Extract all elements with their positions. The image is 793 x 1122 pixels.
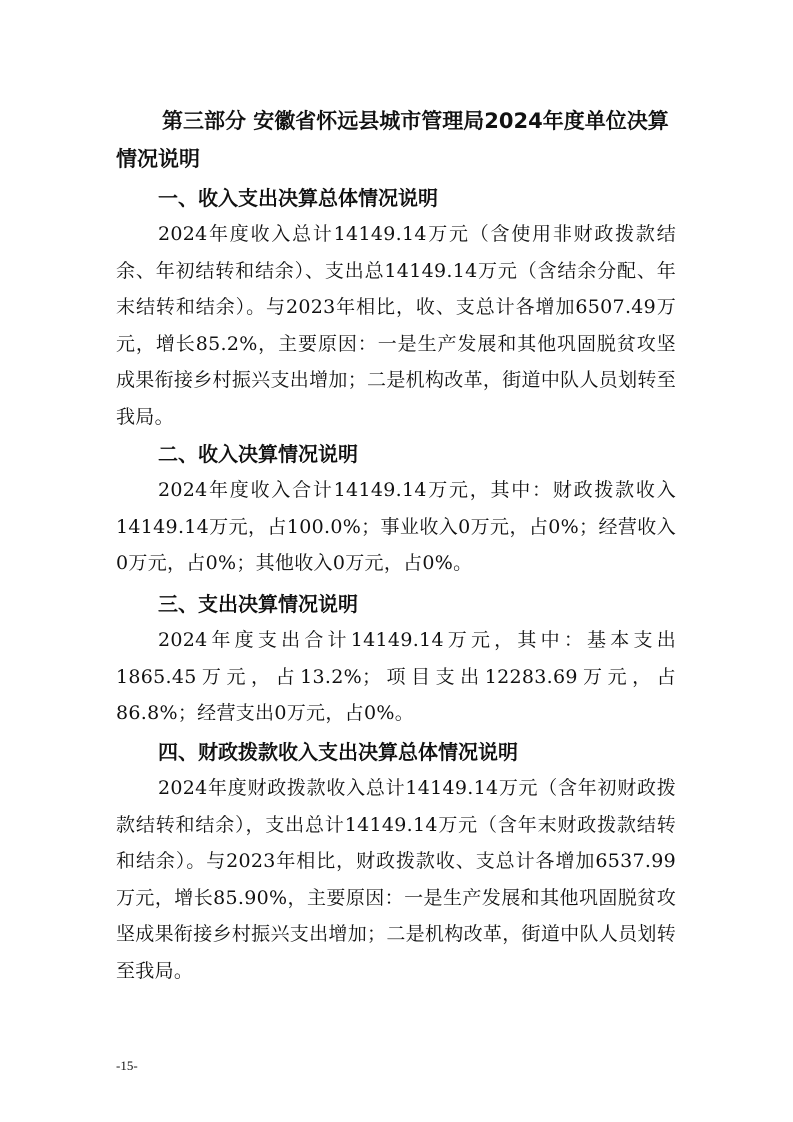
section-paragraph: 2024年度支出合计14149.14万元，其中：基本支出1865.45万元，占13.2%；项目支出12283.69万元，占86.8%；经营支出0万元，占0%。	[116, 629, 676, 724]
section-heading: 四、财政拨款收入支出决算总体情况说明	[158, 740, 518, 764]
section-paragraph: 2024年度收入合计14149.14万元，其中：财政拨款收入14149.14万元，占100.0%；事业收入0万元，占0%；经营收入0万元，占0%；其他收入0万元，占0%。	[116, 479, 676, 574]
section-paragraph: 2024年度收入总计14149.14万元（含使用非财政拨款结余、年初结转和结余）、支出总14149.14万元（含结余分配、年末结转和结余）。与2023年相比，收、支总计各增加6507.49万元，增长85.2%，主要原因：一是生产发展和其他巩固脱贫攻坚成果衔接乡村振兴支出增加；二是机构改革，街道中队人员划转至我局。	[116, 223, 676, 428]
page-number: -15-	[116, 1058, 138, 1073]
section-heading: 二、收入决算情况说明	[158, 442, 358, 466]
document-title: 第三部分 安徽省怀远县城市管理局2024年度单位决算情况说明	[116, 109, 669, 171]
section-expenditure	[116, 586, 676, 732]
section-fiscal-appropriation	[116, 734, 676, 989]
section-income	[116, 436, 676, 582]
section-paragraph: 2024年度财政拨款收入总计14149.14万元（含年初财政拨款结转和结余），支出总计14149.14万元（含年末财政拨款结转和结余）。与2023年相比，财政拨款收、支总计各增加6537.99万元，增长85.90%，主要原因：一是生产发展和其他巩固脱贫攻坚成果衔接乡村振兴支出增加；二是机构改革，街道中队人员划转至我局。	[116, 777, 676, 982]
section-heading: 三、支出决算情况说明	[158, 592, 358, 616]
section-heading: 一、收入支出决算总体情况说明	[158, 186, 438, 210]
section-income-expenditure-overview	[116, 180, 676, 435]
